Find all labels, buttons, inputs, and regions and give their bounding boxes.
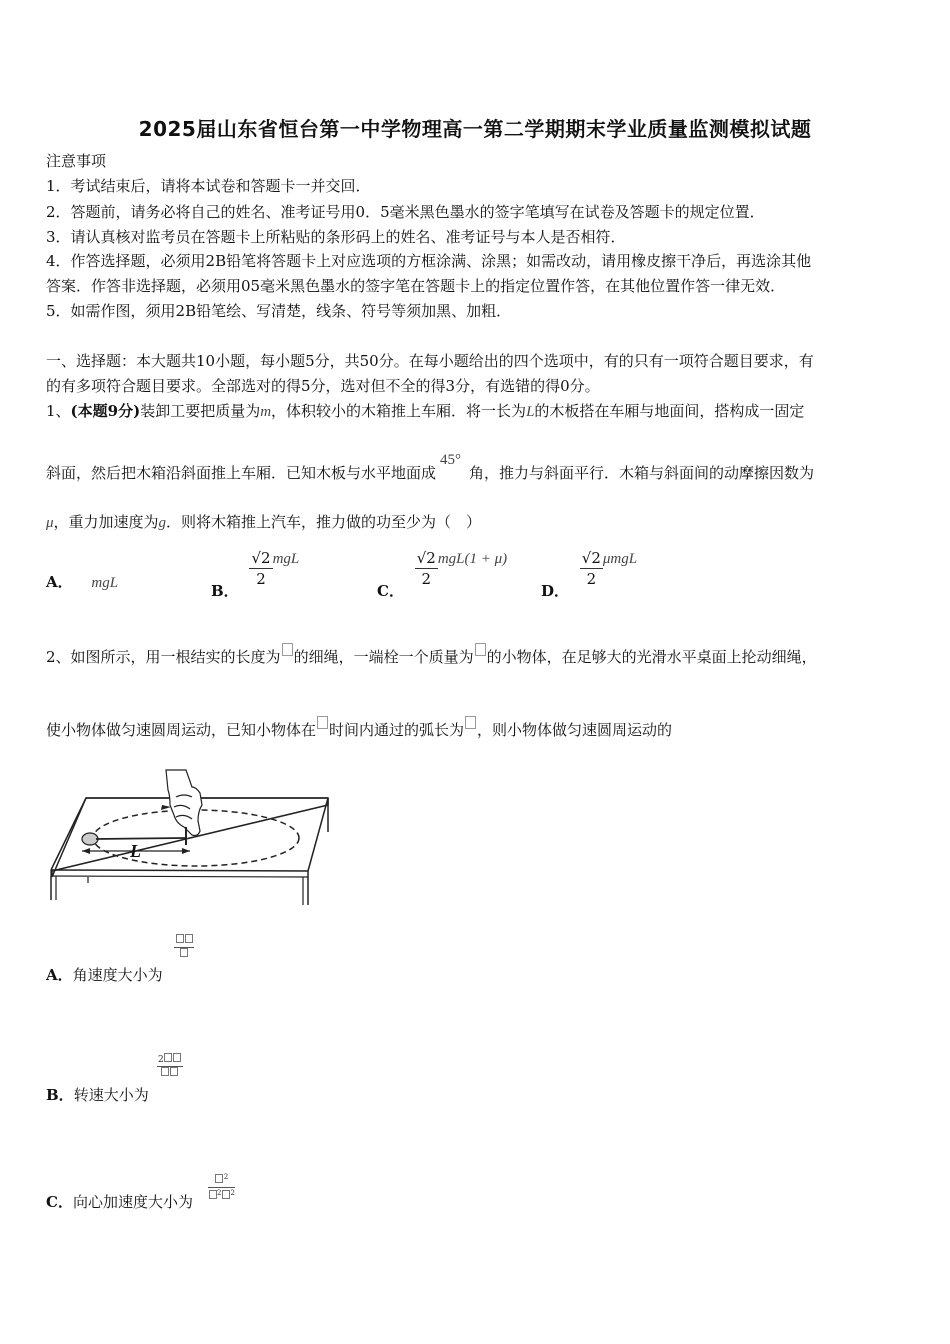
option-expr: μmgL <box>602 550 638 567</box>
page-title: 2025届山东省恒台第一中学物理高一第二学期期末学业质量监测模拟试题 <box>138 117 812 141</box>
rope <box>96 838 186 839</box>
option-label: D． <box>541 581 570 600</box>
q2-option-a-formula <box>174 934 194 961</box>
formula-coefficient: 2 <box>158 1055 164 1065</box>
option-expr: mgL <box>91 575 119 591</box>
q2-number: 2、 <box>46 648 71 666</box>
option-label: A． <box>46 966 73 984</box>
q1-tag: (本题9分) <box>70 402 141 420</box>
option-fraction <box>249 548 272 589</box>
q1-line2 <box>46 452 815 485</box>
option-expr: mgL(1 + μ) <box>437 550 508 567</box>
q2-text: ，则小物体做匀速圆周运动的 <box>477 721 673 739</box>
q2-text: 使小物体做匀速圆周运动，已知小物体在 <box>46 721 317 739</box>
notice-item: 4．作答选择题，必须用2B铅笔将答题卡上对应选项的方框涂满、涂黑；如需改动，请用橡皮擦干净后，再选涂其他 <box>46 252 812 270</box>
missing-symbol-box <box>475 643 486 656</box>
q1-option-c[interactable] <box>377 548 508 600</box>
q1-angle: 45° <box>440 452 462 468</box>
option-fraction <box>415 548 438 589</box>
q1-symbol-L: L <box>526 404 535 420</box>
q2-text: 时间内通过的弧长为 <box>329 721 465 739</box>
section-instructions-line2: 的有多项符合题目要求。全部选对的得5分，选对但不全的得3分，有选错的得0分。 <box>46 377 600 395</box>
q1-number: 1、 <box>46 402 71 420</box>
q2-option-a[interactable] <box>46 964 163 985</box>
fraction-denominator: 2 <box>586 570 597 588</box>
option-label: C． <box>377 581 404 600</box>
option-fraction <box>580 548 603 589</box>
q1-line3 <box>46 511 481 534</box>
missing-symbol-box <box>282 643 293 656</box>
q1-line1 <box>46 400 804 423</box>
option-text: 向心加速度大小为 <box>72 1193 193 1211</box>
option-expr: mgL <box>272 550 300 567</box>
notice-item: 1．考试结束后，请将本试卷和答题卡一并交回． <box>46 177 371 195</box>
q1-symbol-m: m <box>260 404 272 420</box>
q2-text: 的细绳，一端栓一个质量为 <box>293 648 474 666</box>
formula-exponent: 2 <box>223 1173 229 1181</box>
notice-item: 答案．作答非选择题，必须用05毫米黑色墨水的签字笔在答题卡上的指定位置作答，在其他位置作答一律无效． <box>46 277 786 295</box>
q2-option-c-formula: $\frac{^2}{^2 ^2}$ <box>208 1172 235 1203</box>
q2-option-c[interactable] <box>46 1191 193 1212</box>
q1-option-a[interactable] <box>46 571 118 592</box>
q2-text: 的小物体，在足够大的光滑水平桌面上抡动细绳， <box>486 648 817 666</box>
notice-heading: 注意事项 <box>46 152 107 170</box>
option-text: 转速大小为 <box>73 1086 149 1104</box>
q1-symbol-mu: μ <box>46 515 54 531</box>
option-label: B． <box>211 581 239 600</box>
q1-text: 的木板搭在车厢与地面间，搭构成一固定 <box>534 402 805 420</box>
fraction-numerator: √2 <box>581 549 601 567</box>
q1-text: 装卸工要把质量为 <box>140 402 261 420</box>
missing-symbol-box <box>465 716 476 729</box>
q1-text: 斜面，然后把木箱沿斜面推上车厢．已知木板与水平地面成 <box>46 464 437 482</box>
q1-text: 角，推力与斜面平行．木箱与斜面间的动摩擦因数为 <box>469 464 815 482</box>
q2-text: 如图所示，用一根结实的长度为 <box>70 648 281 666</box>
q1-option-b[interactable] <box>211 548 300 600</box>
option-label: B． <box>46 1086 74 1104</box>
notice-item: 3．请认真核对监考员在答题卡上所粘贴的条形码上的姓名、准考证号与本人是否相符． <box>46 228 626 246</box>
q2-option-b-formula <box>157 1053 183 1080</box>
missing-symbol-box <box>317 716 328 729</box>
option-label: C． <box>46 1193 73 1211</box>
fraction-denominator: 2 <box>421 570 432 588</box>
small-object <box>82 833 98 845</box>
notice-item: 5．如需作图，须用2B铅笔绘、写清楚，线条、符号等须加黑、加粗． <box>46 302 512 320</box>
hand-illustration <box>166 770 202 845</box>
q2-option-b[interactable] <box>46 1084 149 1105</box>
q1-text: ，体积较小的木箱推上车厢．将一长为 <box>271 402 527 420</box>
q1-symbol-g: g <box>158 515 167 531</box>
q1-option-d[interactable] <box>541 548 638 600</box>
circular-motion-figure <box>46 765 336 910</box>
direction-arrow <box>161 805 171 810</box>
fraction-numerator: √2 <box>416 549 436 567</box>
option-text: 角速度大小为 <box>72 966 163 984</box>
q1-text: ，重力加速度为 <box>53 513 159 531</box>
fraction-denominator: 2 <box>256 570 266 588</box>
fraction-numerator: √2 <box>251 549 271 567</box>
figure-label-L: L <box>130 841 141 861</box>
notice-item: 2．答题前，请务必将自己的姓名、准考证号用0．5毫米黑色墨水的签字笔填写在试卷及答题卡的规定位置． <box>46 203 765 221</box>
option-label: A． <box>46 573 73 591</box>
q2-line2 <box>46 716 672 741</box>
q1-text: ．则将木箱推上汽车，推力做的功至少为（ ） <box>166 513 482 531</box>
section-instructions-line1: 一、选择题：本大题共10小题，每小题5分，共50分。在每小题给出的四个选项中，有的只有一项符合题目要求，有 <box>46 352 814 370</box>
q2-line1 <box>46 643 817 668</box>
